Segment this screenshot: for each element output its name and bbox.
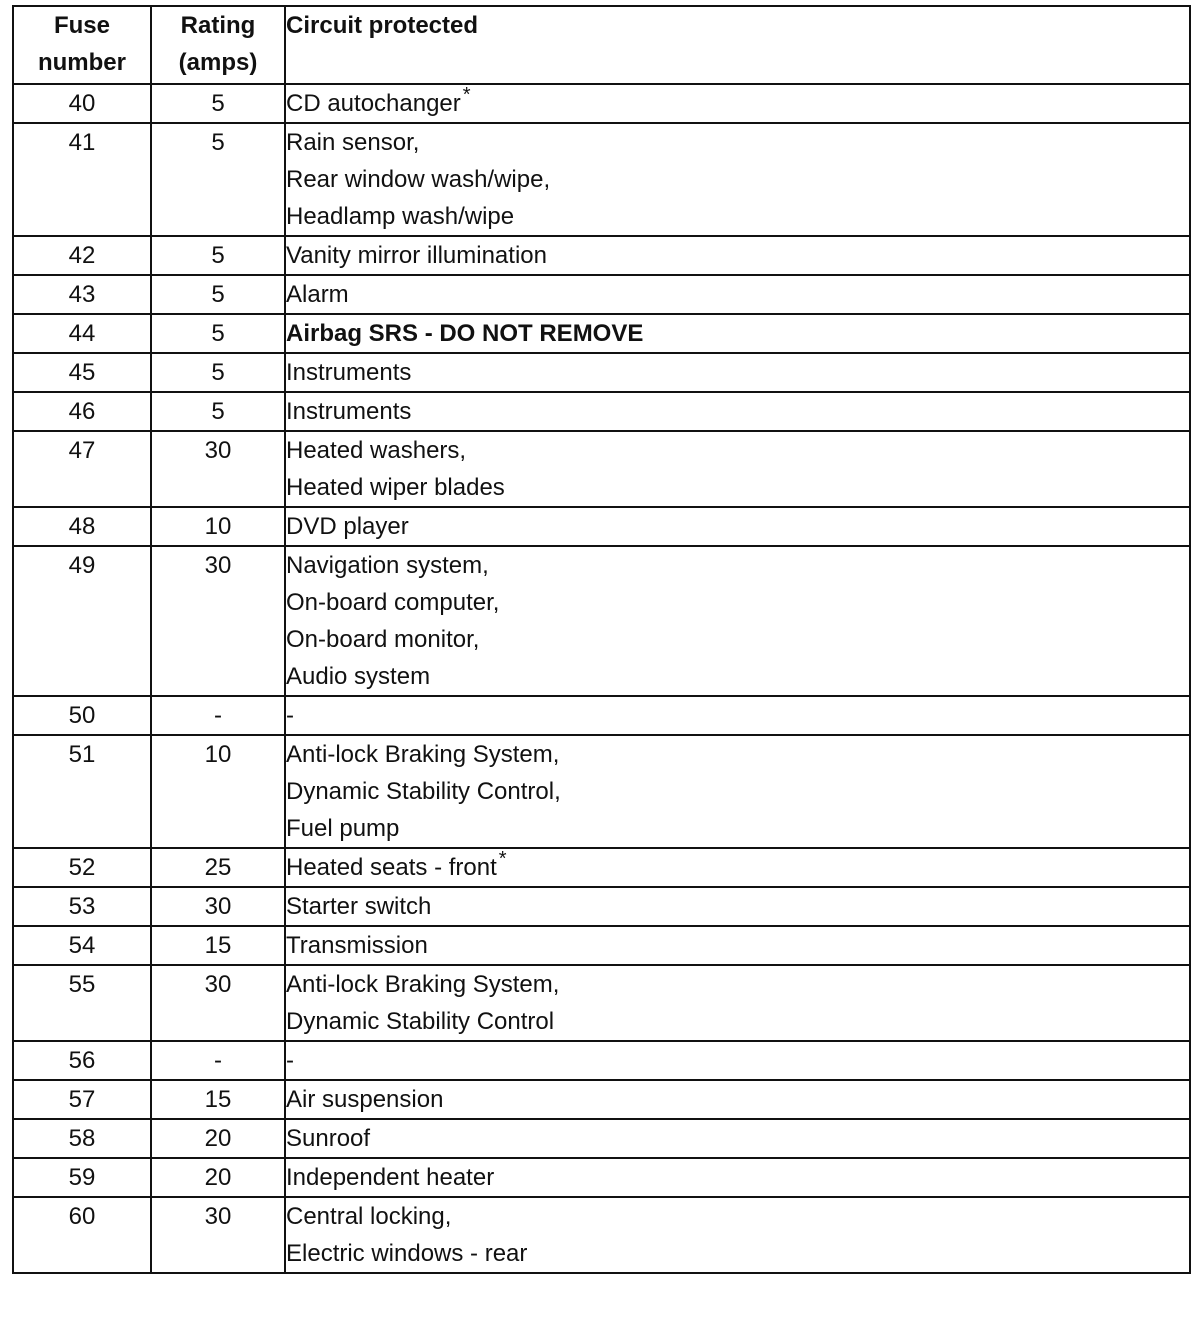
- table-row: [13, 236, 1190, 275]
- circuit-line: [286, 736, 1189, 773]
- circuit-line-text: Electric windows - rear: [286, 1240, 528, 1267]
- table-row: [13, 392, 1190, 431]
- circuit-line-text: Independent heater: [286, 1164, 495, 1191]
- rating-cell: 30: [151, 1197, 285, 1273]
- table-row: [13, 353, 1190, 392]
- circuit-line: [286, 773, 1189, 810]
- rating-cell: 15: [151, 926, 285, 965]
- circuit-line-text: On-board computer,: [286, 589, 500, 616]
- circuit-line-text: Sunroof: [286, 1125, 371, 1152]
- circuit-line: [286, 1120, 1189, 1157]
- circuit-protected-cell: [285, 236, 1190, 275]
- circuit-protected-cell: [285, 546, 1190, 696]
- circuit-line-text: CD autochanger: [286, 90, 461, 117]
- rating-cell: 30: [151, 431, 285, 507]
- circuit-line: [286, 547, 1189, 584]
- header-rating-line2: (amps): [178, 49, 258, 76]
- fuse-number-cell: 48: [13, 507, 151, 546]
- rating-cell: 15: [151, 1080, 285, 1119]
- table-row: [13, 84, 1190, 123]
- circuit-protected-cell: [285, 1041, 1190, 1080]
- fuse-number-cell: 56: [13, 1041, 151, 1080]
- circuit-protected-cell: [285, 696, 1190, 735]
- circuit-line: [286, 508, 1189, 545]
- circuit-line-text: Alarm: [286, 281, 349, 308]
- fuse-number-cell: 46: [13, 392, 151, 431]
- fuse-number-cell: 52: [13, 848, 151, 887]
- table-row: [13, 275, 1190, 314]
- table-row: [13, 735, 1190, 848]
- circuit-line: [286, 1003, 1189, 1040]
- rating-cell: 5: [151, 392, 285, 431]
- fuse-number-cell: 51: [13, 735, 151, 848]
- fuse-number-cell: 45: [13, 353, 151, 392]
- circuit-line: [286, 276, 1189, 313]
- header-fuse-line1: Fuse: [53, 12, 110, 39]
- header-fuse-line2: number: [37, 49, 126, 76]
- circuit-line: [286, 584, 1189, 621]
- circuit-line-text: -: [286, 702, 294, 729]
- circuit-protected-cell: [285, 887, 1190, 926]
- rating-cell: 10: [151, 507, 285, 546]
- fuse-table-body: [13, 84, 1190, 1273]
- table-row: [13, 314, 1190, 353]
- circuit-line: [286, 1235, 1189, 1272]
- circuit-line: [286, 198, 1189, 235]
- fuse-number-cell: 44: [13, 314, 151, 353]
- circuit-line: [286, 966, 1189, 1003]
- circuit-line: [286, 124, 1189, 161]
- fuse-number-cell: 57: [13, 1080, 151, 1119]
- fuse-number-cell: 41: [13, 123, 151, 236]
- circuit-line: [286, 1198, 1189, 1235]
- table-row: [13, 696, 1190, 735]
- circuit-line-text: DVD player: [286, 513, 409, 540]
- rating-cell: 10: [151, 735, 285, 848]
- rating-cell: 5: [151, 123, 285, 236]
- circuit-protected-cell: [285, 353, 1190, 392]
- table-row: [13, 887, 1190, 926]
- rating-cell: -: [151, 696, 285, 735]
- fuse-number-cell: 42: [13, 236, 151, 275]
- circuit-line: [286, 237, 1189, 274]
- circuit-line-text: Anti-lock Braking System,: [286, 971, 560, 998]
- circuit-line-text: Starter switch: [286, 893, 432, 920]
- rating-cell: 20: [151, 1158, 285, 1197]
- circuit-line: [286, 85, 1189, 122]
- rating-cell: 30: [151, 546, 285, 696]
- fuse-number-cell: 49: [13, 546, 151, 696]
- fuse-number-cell: 47: [13, 431, 151, 507]
- rating-cell: 5: [151, 84, 285, 123]
- circuit-line: [286, 1081, 1189, 1118]
- circuit-protected-cell: [285, 314, 1190, 353]
- rating-cell: 5: [151, 275, 285, 314]
- fuse-number-cell: 50: [13, 696, 151, 735]
- circuit-line-text: Vanity mirror illumination: [286, 242, 547, 269]
- circuit-line-text: Heated washers,: [286, 437, 467, 464]
- circuit-line-text: Air suspension: [286, 1086, 444, 1113]
- fuse-number-cell: 40: [13, 84, 151, 123]
- circuit-line: [286, 315, 1189, 352]
- circuit-protected-cell: [285, 965, 1190, 1041]
- table-row: [13, 1158, 1190, 1197]
- header-fuse-number: [13, 6, 151, 84]
- rating-cell: 20: [151, 1119, 285, 1158]
- circuit-protected-cell: [285, 848, 1190, 887]
- circuit-protected-cell: [285, 735, 1190, 848]
- circuit-protected-cell: [285, 926, 1190, 965]
- fuse-number-cell: 54: [13, 926, 151, 965]
- circuit-line: [286, 810, 1189, 847]
- footnote-star: *: [462, 84, 471, 106]
- table-row: [13, 965, 1190, 1041]
- circuit-protected-cell: [285, 275, 1190, 314]
- circuit-line-text: Instruments: [286, 359, 412, 386]
- circuit-line-text: Dynamic Stability Control: [286, 1008, 555, 1035]
- circuit-line: [286, 888, 1189, 925]
- circuit-protected-cell: [285, 1158, 1190, 1197]
- circuit-protected-cell: [285, 1080, 1190, 1119]
- circuit-line: [286, 697, 1189, 734]
- header-rating-line1: Rating: [180, 12, 256, 39]
- circuit-line: [286, 849, 1189, 886]
- circuit-line: [286, 161, 1189, 198]
- circuit-line-text: Audio system: [286, 663, 431, 690]
- circuit-line-text: Rear window wash/wipe,: [286, 166, 551, 193]
- table-row: [13, 1119, 1190, 1158]
- circuit-line-text: Headlamp wash/wipe: [286, 203, 515, 230]
- circuit-line: [286, 621, 1189, 658]
- table-row: [13, 1041, 1190, 1080]
- rating-cell: 5: [151, 314, 285, 353]
- fuse-number-cell: 58: [13, 1119, 151, 1158]
- circuit-line-text: -: [286, 1047, 294, 1074]
- circuit-line-text: Heated seats - front: [286, 854, 497, 881]
- circuit-line-text: On-board monitor,: [286, 626, 480, 653]
- circuit-line-text: Anti-lock Braking System,: [286, 741, 560, 768]
- circuit-line: [286, 354, 1189, 391]
- circuit-line-text: Dynamic Stability Control,: [286, 778, 561, 805]
- table-row: [13, 926, 1190, 965]
- circuit-line: [286, 1042, 1189, 1079]
- circuit-protected-cell: [285, 392, 1190, 431]
- rating-cell: 25: [151, 848, 285, 887]
- table-row: [13, 1080, 1190, 1119]
- circuit-protected-cell: [285, 1197, 1190, 1273]
- circuit-line-text: Navigation system,: [286, 552, 489, 579]
- circuit-line: [286, 469, 1189, 506]
- circuit-protected-cell: [285, 431, 1190, 507]
- circuit-protected-cell: [285, 84, 1190, 123]
- circuit-line: [286, 1159, 1189, 1196]
- fuse-table: [12, 5, 1191, 1274]
- table-row: [13, 848, 1190, 887]
- circuit-line-text: Heated wiper blades: [286, 474, 505, 501]
- fuse-number-cell: 60: [13, 1197, 151, 1273]
- circuit-line-text: Instruments: [286, 398, 412, 425]
- table-header-row: [13, 6, 1190, 84]
- table-row: [13, 507, 1190, 546]
- circuit-line-text: Central locking,: [286, 1203, 452, 1230]
- circuit-line-text: Rain sensor,: [286, 129, 420, 156]
- circuit-line-text: Transmission: [286, 932, 428, 959]
- rating-cell: -: [151, 1041, 285, 1080]
- circuit-protected-cell: [285, 123, 1190, 236]
- circuit-line-text: Fuel pump: [286, 815, 400, 842]
- table-row: [13, 546, 1190, 696]
- circuit-protected-cell: [285, 507, 1190, 546]
- footnote-star: *: [498, 848, 507, 870]
- fuse-number-cell: 43: [13, 275, 151, 314]
- circuit-line: [286, 393, 1189, 430]
- circuit-protected-cell: [285, 1119, 1190, 1158]
- rating-cell: 30: [151, 887, 285, 926]
- header-circuit-protected: Circuit protected: [285, 6, 1190, 84]
- rating-cell: 5: [151, 353, 285, 392]
- table-row: [13, 123, 1190, 236]
- header-rating: [151, 6, 285, 84]
- fuse-number-cell: 53: [13, 887, 151, 926]
- circuit-line: [286, 927, 1189, 964]
- fuse-number-cell: 59: [13, 1158, 151, 1197]
- circuit-line-text: Airbag SRS - DO NOT REMOVE: [286, 320, 644, 347]
- rating-cell: 30: [151, 965, 285, 1041]
- circuit-line: [286, 658, 1189, 695]
- rating-cell: 5: [151, 236, 285, 275]
- circuit-line: [286, 432, 1189, 469]
- table-row: [13, 431, 1190, 507]
- fuse-number-cell: 55: [13, 965, 151, 1041]
- table-row: [13, 1197, 1190, 1273]
